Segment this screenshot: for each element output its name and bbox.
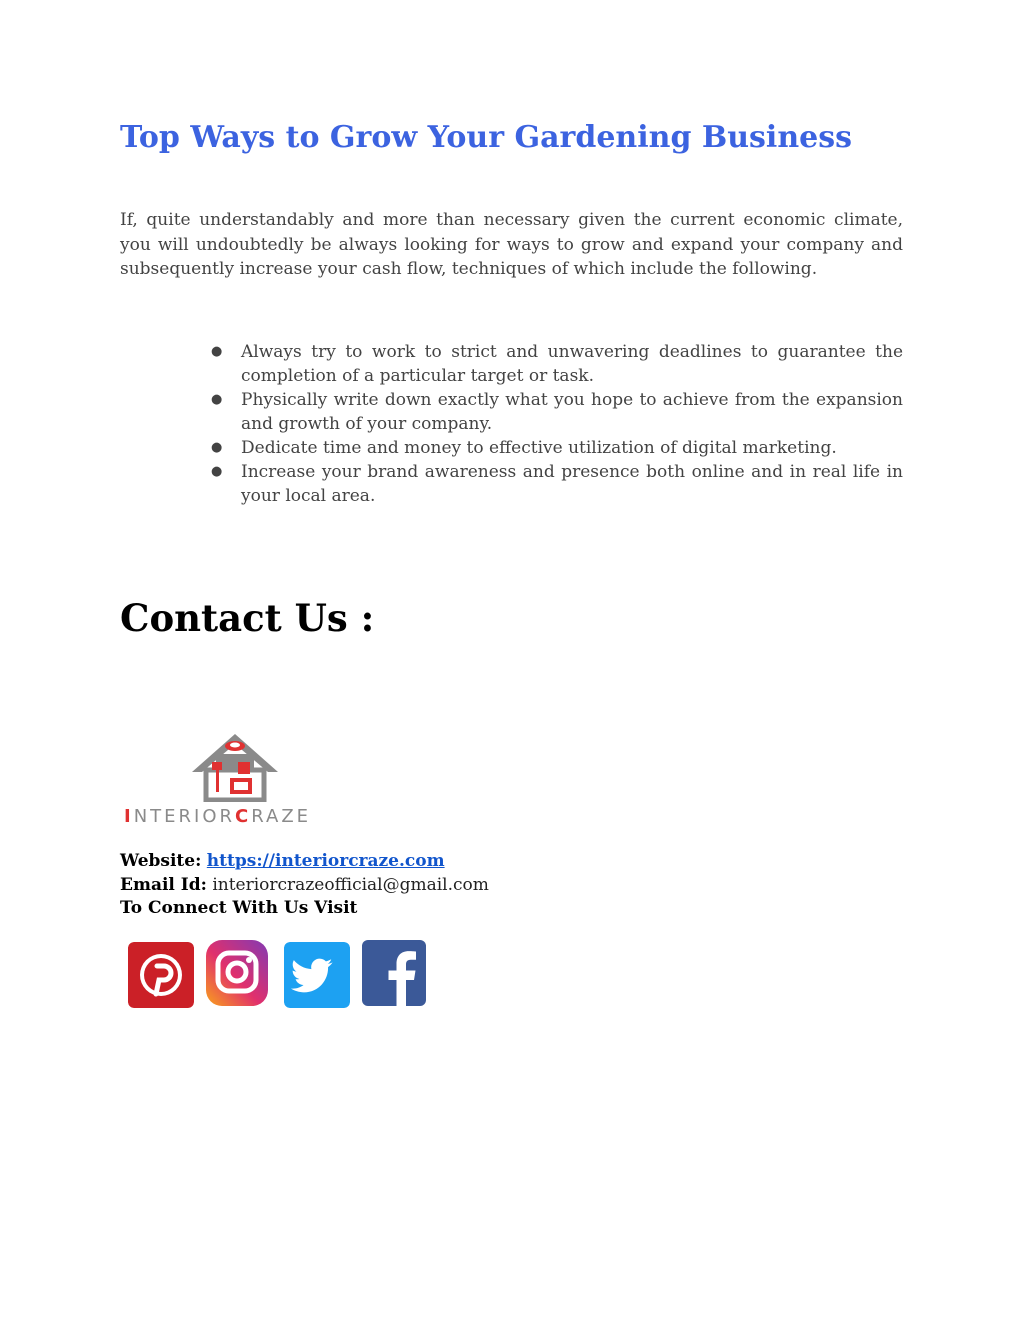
bullet-glyph: ● [211,392,223,407]
contact-heading: Contact Us : [120,596,375,640]
connect-label: To Connect With Us Visit [120,898,358,918]
facebook-icon[interactable] [362,940,426,1006]
email-value: interiorcrazeofficial@gmail.com [212,875,489,895]
pinterest-icon[interactable] [128,942,194,1008]
bullet-glyph: ● [211,464,223,479]
social-icons [120,930,440,1020]
website-link[interactable]: https://interiorcraze.com [206,851,445,871]
house-logo-icon [190,732,280,802]
bullet-list [205,340,903,508]
list-item-text: Increase your brand awareness and presence both online and in real life in your local area. [241,462,903,506]
list-item [205,340,903,388]
instagram-icon[interactable] [206,938,268,1008]
list-item [205,388,903,436]
bullet-glyph: ● [211,344,223,359]
list-item-text: Dedicate time and money to effective utilization of digital marketing. [241,438,837,458]
email-line [120,874,489,897]
twitter-icon[interactable] [284,942,350,1008]
list-item-text: Always try to work to strict and unwavering deadlines to guarantee the completion of a particular target or task. [241,342,903,386]
list-item [205,460,903,508]
logo-wordmark: INTERIORCRAZE [124,806,312,827]
email-label: Email Id: [120,875,207,895]
intro-paragraph: If, quite understandably and more than necessary given the current economic climate, you will undoubtedly be always looking for ways to grow and expand your company and subsequently increase your cash flow, techniques of which include the following. [120,210,903,279]
list-item [205,436,903,460]
website-line [120,850,445,873]
page-title: Top Ways to Grow Your Gardening Business [120,120,852,155]
connect-line [120,897,357,920]
bullet-glyph: ● [211,440,223,455]
interiorcraze-logo [122,732,346,827]
website-label: Website: [120,851,202,871]
list-item-text: Physically write down exactly what you hope to achieve from the expansion and growth of your company. [241,390,903,434]
